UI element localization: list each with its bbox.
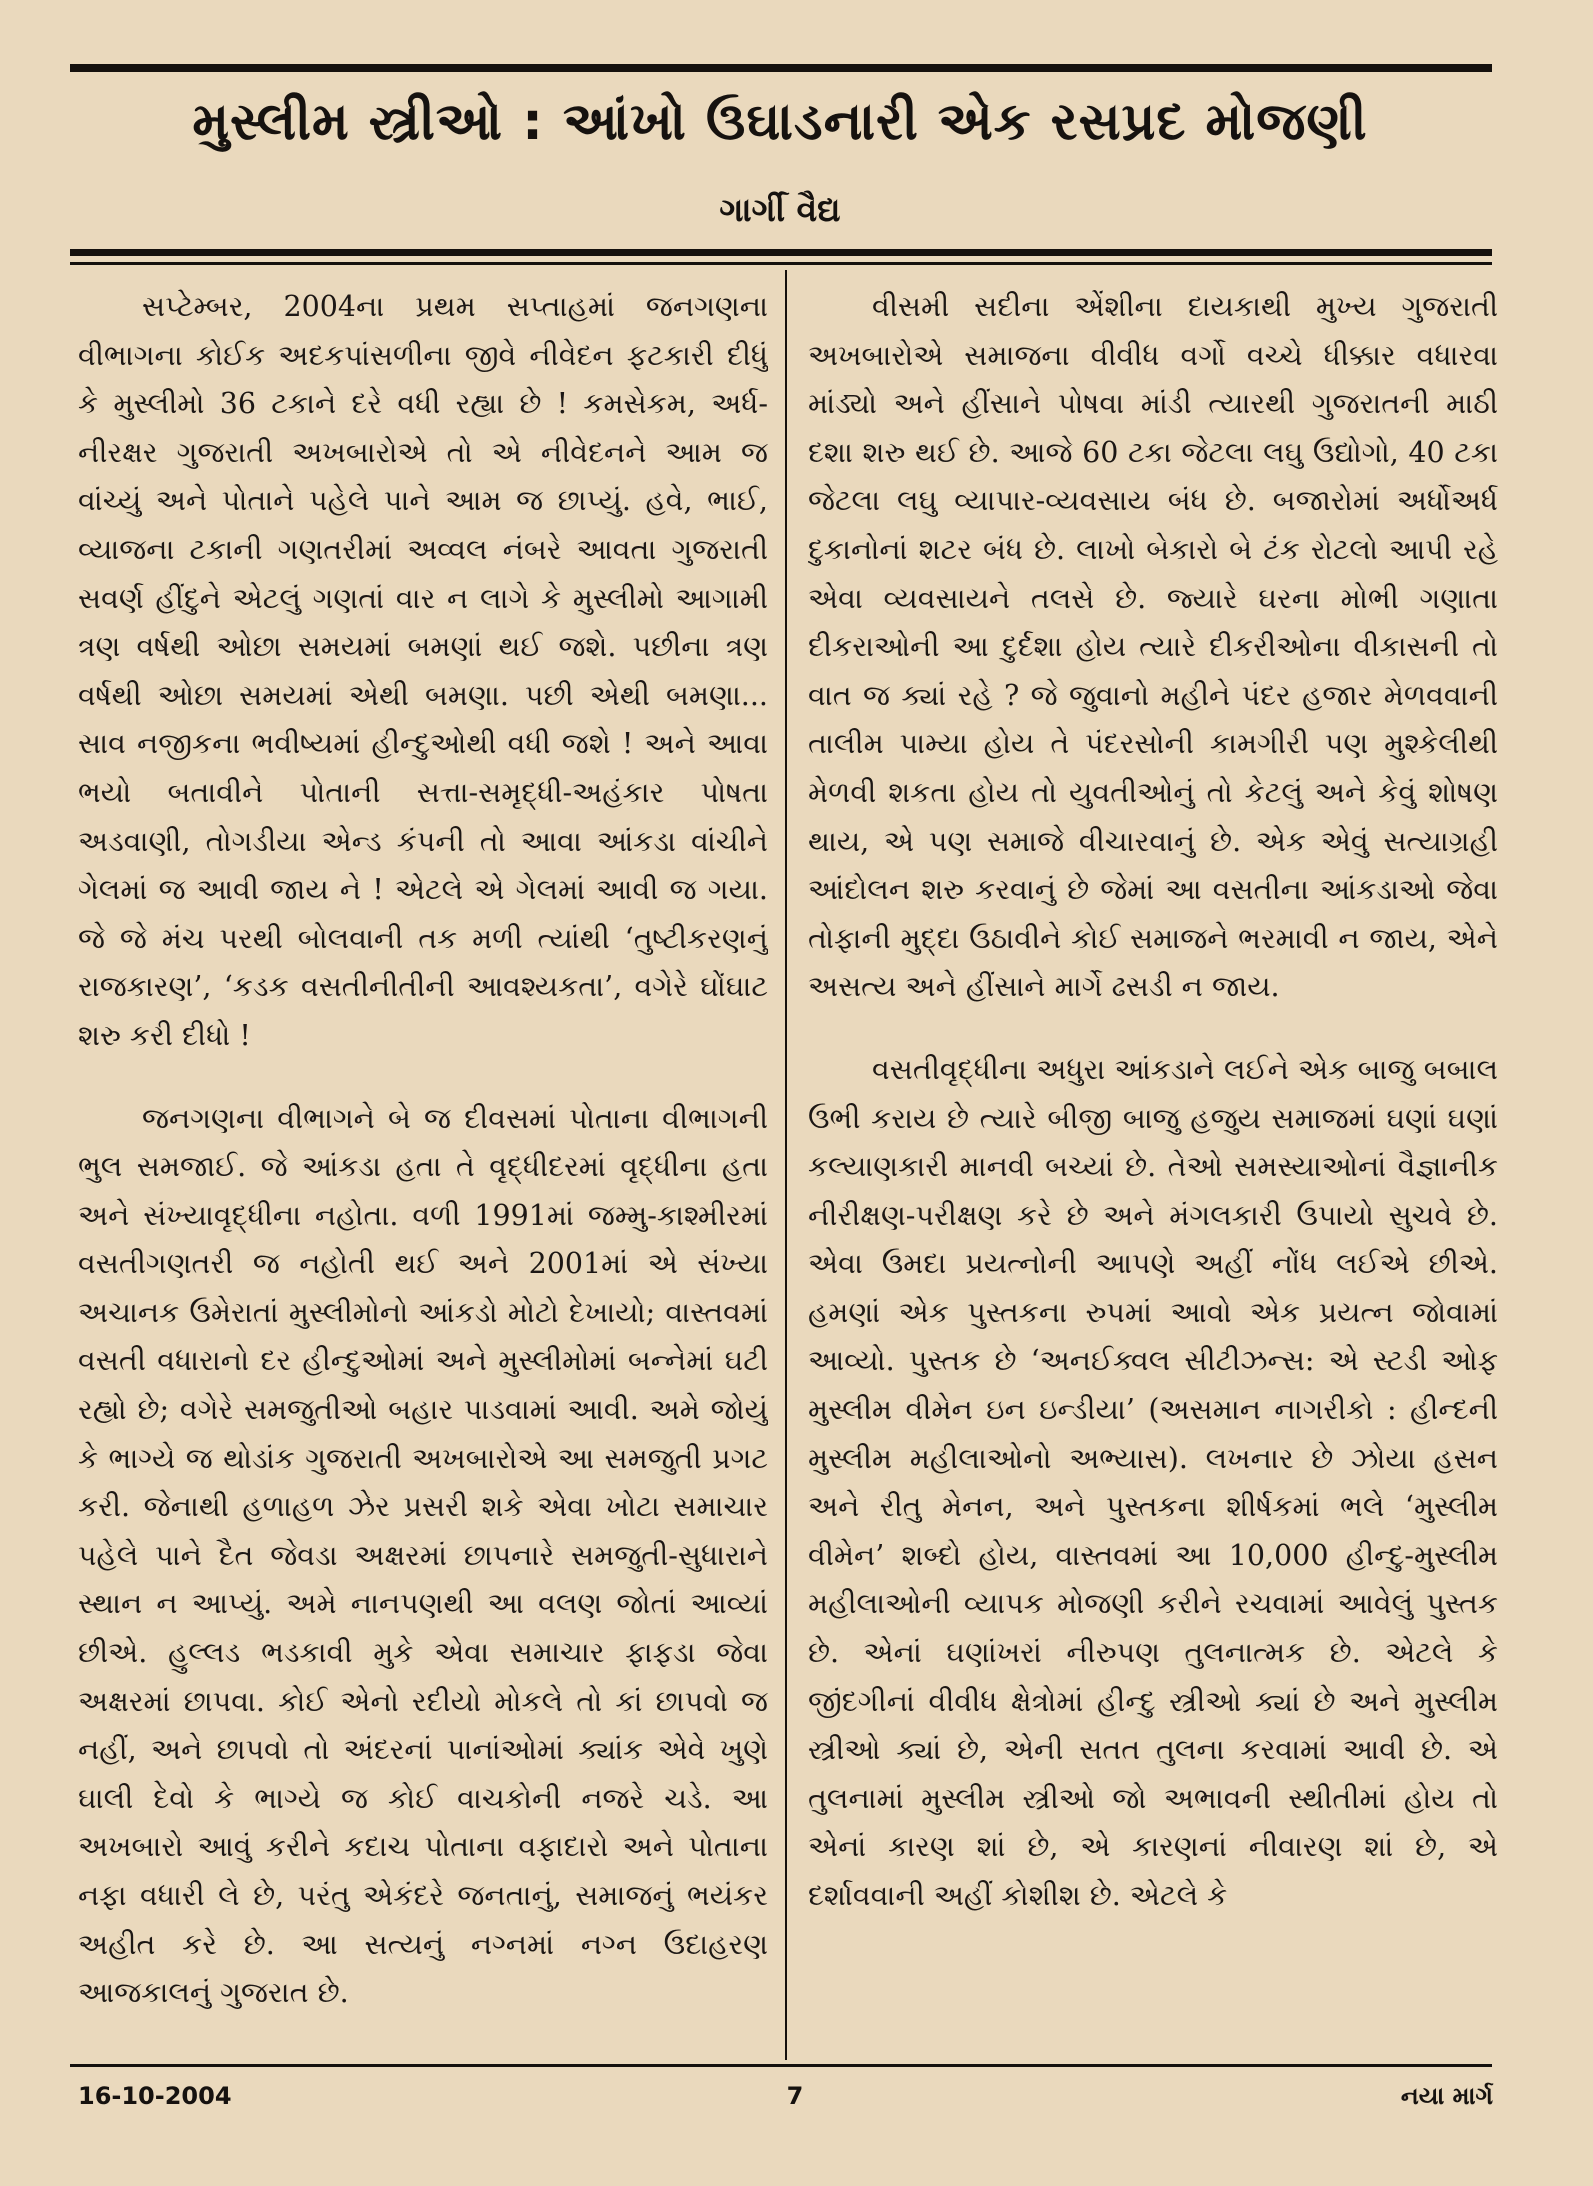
left-paragraph-2: જનગણના વીભાગને બે જ દીવસમાં પોતાના વીભાગની ભુલ સમજાઈ. જે આંકડા હતા તે વૃદ્ધીદરમાં વૃદ્ધીના હતા અને સંખ્યાવૃદ્ધીના નહોતા. વળી 1991માં જમ્મુ-કાશ્મીરમાં વસતીગણતરી જ નહોતી થઈ અને 2001માં એ સંખ્યા અચાનક ઉમેરાતાં મુસ્લીમોનો આંકડો મોટો દેખાયો; વાસ્તવમાં વસતી વધારાનો દર હીન્દુઓમાં અને મુસ્લીમોમાં બન્નેમાં ઘટી રહ્યો છે; વગેરે સમજુતીઓ બહાર પાડવામાં આવી. અમે જોયું કે ભાગ્યે જ થોડાંક ગુજરાતી અખબારોએ આ સમજુતી પ્રગટ કરી. જેનાથી હળાહળ ઝેર પ્રસરી શકે એવા ખોટા સમાચાર પહેલે પાને દૈત જેવડા અક્ષરમાં છાપનારે સમજુતી-સુધારાને સ્થાન ન આપ્યું. અમે નાનપણથી આ વલણ જોતાં આવ્યાં છીએ. હુલ્લડ ભડકાવી મુકે એવા સમાચાર ફાફડા જેવા અક્ષરમાં છાપવા. કોઈ એનો રદીયો મોકલે તો કાં છાપવો જ નહીં, અને છાપવો તો અંદરનાં પાનાંઓમાં ક્યાંક એવે ખુણે ઘાલી દેવો કે ભાગ્યે જ કોઈ વાચકોની નજરે ચડે. આ અખબારો આવું કરીને કદાચ પોતાના વફાદારો અને પોતાના નફા વધારી લે છે, પરંતુ એકંદરે જનતાનું, સમાજનું ભયંકર અહીત કરે છે. આ સત્યનું નગ્નમાં નગ્ન ઉદાહરણ આજકાલનું ગુજરાત છે. (78, 1101, 768, 2010)
footer-page-number: 7 (786, 2082, 804, 2110)
footer-publication: નયા માર્ગ (1400, 2082, 1493, 2110)
header-rule-thick (70, 249, 1492, 256)
column-divider (785, 270, 787, 2060)
footer-rule (70, 2064, 1492, 2067)
left-column (78, 283, 768, 2058)
top-rule (70, 64, 1492, 72)
right-paragraph-1: વીસમી સદીના એંશીના દાયકાથી મુખ્ય ગુજરાતી અખબારોએ સમાજના વીવીધ વર્ગો વચ્ચે ધીક્કાર વધારવા માંડ્યો અને હીંસાને પોષવા માંડી ત્યારથી ગુજરાતની માઠી દશા શરુ થઈ છે. આજે 60 ટકા જેટલા લઘુ ઉદ્યોગો, 40 ટકા જેટલા લઘુ વ્યાપાર-વ્યવસાય બંધ છે. બજારોમાં અર્ધોઅર્ધ દુકાનોનાં શટર બંધ છે. લાખો બેકારો બે ટંક રોટલો આપી રહે એવા વ્યવસાયને તલસે છે. જ્યારે ઘરના મોભી ગણાતા દીકરાઓની આ દુર્દશા હોય ત્યારે દીકરીઓના વીકાસની તો વાત જ ક્યાં રહે ? જે જુવાનો મહીને પંદર હજાર મેળવવાની તાલીમ પામ્યા હોય તે પંદરસોની કામગીરી પણ મુશ્કેલીથી મેળવી શકતા હોય તો યુવતીઓનું તો કેટલું અને કેવું શોષણ થાય, એ પણ સમાજે વીચારવાનું છે. એક એવું સત્યાગ્રહી આંદોલન શરુ કરવાનું છે જેમાં આ વસતીના આંકડાઓ જેવા તોફાની મુદ્દા ઉઠાવીને કોઈ સમાજને ભરમાવી ન જાય, એને અસત્ય અને હીંસાને માર્ગે ઢસડી ન જાય. (808, 290, 1498, 1004)
header-rule-thin (70, 262, 1492, 265)
article-author: ગાર્ગી વૈદ્ય (719, 190, 841, 229)
right-paragraph-2: વસતીવૃદ્ધીના અધુરા આંકડાને લઈને એક બાજુ બબાલ ઉભી કરાય છે ત્યારે બીજી બાજુ હજુય સમાજમાં ઘણાં ઘણાં કલ્યાણકારી માનવી બચ્યાં છે. તેઓ સમસ્યાઓનાં વૈજ્ઞાનીક નીરીક્ષણ-પરીક્ષણ કરે છે અને મંગલકારી ઉપાયો સુચવે છે. એવા ઉમદા પ્રયત્નોની આપણે અહીં નોંધ લઈએ છીએ. હમણાં એક પુસ્તકના રુપમાં આવો એક પ્રયત્ન જોવામાં આવ્યો. પુસ્તક છે ‘અનઈક્વલ સીટીઝન્સ: એ સ્ટડી ઓફ મુસ્લીમ વીમેન ઇન ઇન્ડીયા’ (અસમાન નાગરીકો : હીન્દની મુસ્લીમ મહીલાઓનો અભ્યાસ). લખનાર છે ઝોયા હસન અને રીતુ મેનન, અને પુસ્તકના શીર્ષકમાં ભલે ‘મુસ્લીમ વીમેન’ શબ્દો હોય, વાસ્તવમાં આ 10,000 હીન્દુ-મુસ્લીમ મહીલાઓની વ્યાપક મોજણી કરીને રચવામાં આવેલું પુસ્તક છે. એનાં ઘણાંખરાં નીરુપણ તુલનાત્મક છે. એટલે કે જીંદગીનાં વીવીધ ક્ષેત્રોમાં હીન્દુ સ્ત્રીઓ ક્યાં છે અને મુસ્લીમ સ્ત્રીઓ ક્યાં છે, એની સતત તુલના કરવામાં આવી છે. એ તુલનામાં મુસ્લીમ સ્ત્રીઓ જો અભાવની સ્થીતીમાં હોય તો એનાં કારણ શાં છે, એ કારણનાં નીવારણ શાં છે, એ દર્શાવવાની અહીં કોશીશ છે. એટલે કે (808, 1052, 1498, 1912)
left-paragraph-1: સપ્ટેમ્બર, 2004ના પ્રથમ સપ્તાહમાં જનગણના વીભાગના કોઈક અદકપાંસળીના જીવે નીવેદન ફટકારી દીધું કે મુસ્લીમો 36 ટકાને દરે વધી રહ્યા છે ! કમસેકમ, અર્ધ-નીરક્ષર ગુજરાતી અખબારોએ તો એ નીવેદનને આમ જ વાંચ્યું અને પોતાને પહેલે પાને આમ જ છાપ્યું. હવે, ભાઈ, વ્યાજના ટકાની ગણતરીમાં અવ્વલ નંબરે આવતા ગુજરાતી સવર્ણ હીંદુને એટલું ગણતાં વાર ન લાગે કે મુસ્લીમો આગામી ત્રણ વર્ષથી ઓછા સમયમાં બમણાં થઈ જશે. પછીના ત્રણ વર્ષથી ઓછા સમયમાં એથી બમણા. પછી એથી બમણા... સાવ નજીકના ભવીષ્યમાં હીન્દુઓથી વધી જશે ! અને આવા ભયો બતાવીને પોતાની સત્તા-સમૃદ્ધી-અહંકાર પોષતા અડવાણી, તોગડીયા એન્ડ કંપની તો આવા આંકડા વાંચીને ગેલમાં જ આવી જાય ને ! એટલે એ ગેલમાં આવી જ ગયા. જે જે મંચ પરથી બોલવાની તક મળી ત્યાંથી ‘તુષ્ટીકરણનું રાજકારણ’, ‘કડક વસતીનીતીની આવશ્યકતા’, વગેરે ઘોંઘાટ શરુ કરી દીધો ! (78, 290, 768, 1052)
footer-date: 16-10-2004 (78, 2082, 232, 2110)
article-title: મુસ્લીમ સ્ત્રીઓ : આંખો ઉઘાડનારી એક રસપ્રદ મોજણી (192, 92, 1368, 152)
right-column (808, 283, 1498, 2058)
